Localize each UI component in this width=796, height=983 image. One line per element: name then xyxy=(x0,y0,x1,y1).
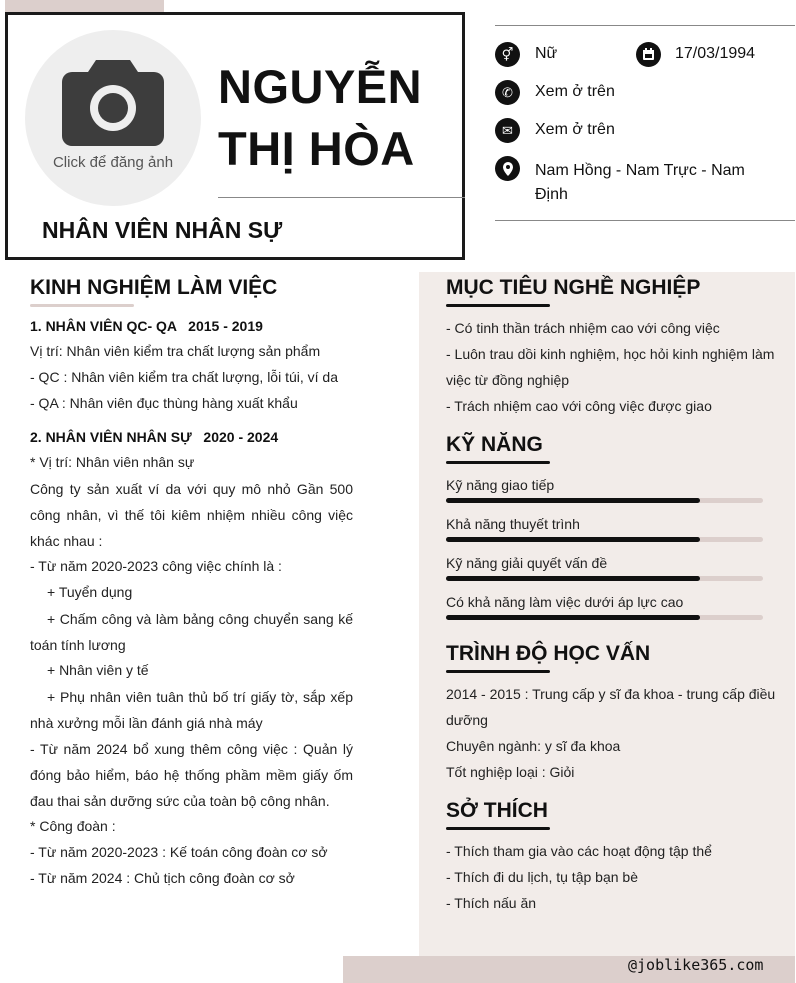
skill-bar-fill xyxy=(446,537,700,542)
job2-item: + Phụ nhân viên tuân thủ bố trí giấy tờ, sắp xếp nhà xưởng mỗi lần đánh giá nhà máy xyxy=(30,689,353,731)
skill-bar xyxy=(446,498,763,503)
name-line-2: THỊ HÒA xyxy=(218,122,415,175)
hobbies-title: SỞ THÍCH xyxy=(446,799,548,822)
job-title: NHÂN VIÊN NHÂN SỰ xyxy=(42,217,283,243)
skill-label: Có khả năng làm việc dưới áp lực cao xyxy=(446,594,684,610)
job1-line: Vị trí: Nhân viên kiểm tra chất lượng sản phẩm xyxy=(30,343,321,359)
objective-title: MỤC TIÊU NGHỀ NGHIỆP xyxy=(446,276,701,299)
objective-line: - Luôn trau dồi kinh nghiệm, học hỏi kinh nghiệm làm xyxy=(446,346,775,362)
address-value xyxy=(535,159,745,207)
objective-line: - Trách nhiệm cao với công việc được giao xyxy=(446,398,712,414)
union-line: - Từ năm 2024 : Chủ tịch công đoàn cơ sở xyxy=(30,870,295,886)
phone-icon: ✆ xyxy=(495,80,520,105)
avatar-label: Click để đăng ảnh xyxy=(52,154,174,171)
hobby-item: - Thích nấu ăn xyxy=(446,895,537,911)
dob-value: 17/03/1994 xyxy=(675,45,756,62)
hobbies-underline xyxy=(446,827,550,830)
footer-handle: @joblike365.com xyxy=(628,956,764,974)
info-divider-top xyxy=(495,25,795,26)
job2-item: + Chấm công và làm bảng công chuyển sang kế toán tính lương xyxy=(30,611,353,653)
email-value: Xem ở trên xyxy=(535,121,615,138)
location-icon xyxy=(495,156,520,181)
skill-bar-fill xyxy=(446,498,700,503)
education-line: dưỡng xyxy=(446,712,488,728)
skill-bar xyxy=(446,537,763,542)
gender-icon: ⚥ xyxy=(495,42,520,67)
hobby-item: - Thích tham gia vào các hoạt động tập thể xyxy=(446,843,712,859)
objective-line: - Có tinh thần trách nhiệm cao với công việc xyxy=(446,320,720,336)
education-line: Chuyên ngành: y sĩ đa khoa xyxy=(446,738,621,754)
email-icon: ✉ xyxy=(495,118,520,143)
camera-icon xyxy=(60,56,166,148)
union-line: - Từ năm 2020-2023 : Kế toán công đoàn cơ sở xyxy=(30,844,328,860)
job1-line: - QC : Nhân viên kiểm tra chất lượng, lỗi túi, ví da xyxy=(30,369,339,385)
job2-paragraph-2024: - Từ năm 2024 bổ xung thêm công việc : Quản lý đóng bảo hiểm, báo hệ thống phầm mềm giấy ốm đau thai sản dưỡng sức của toàn bộ công nhân. xyxy=(30,741,353,809)
skill-bar xyxy=(446,576,763,581)
name-divider xyxy=(218,197,465,198)
calendar-icon xyxy=(636,42,661,67)
info-divider-bottom xyxy=(495,220,795,221)
address-line-2: Định xyxy=(535,186,568,203)
job2-item: + Tuyển dụng xyxy=(47,584,133,600)
skill-bar-fill xyxy=(446,615,700,620)
job1-line: - QA : Nhân viên đục thùng hàng xuất khẩu xyxy=(30,395,298,411)
skill-label: Kỹ năng giao tiếp xyxy=(446,477,555,493)
skill-label: Khả năng thuyết trình xyxy=(446,516,580,532)
full-name xyxy=(218,56,422,180)
skill-bar xyxy=(446,615,763,620)
hobby-item: - Thích đi du lịch, tụ tập bạn bè xyxy=(446,869,638,885)
skill-label: Kỹ năng giải quyết vấn đề xyxy=(446,555,608,571)
education-line: 2014 - 2015 : Trung cấp y sĩ đa khoa - trung cấp điều xyxy=(446,686,776,702)
job2-role: * Vị trí: Nhân viên nhân sự xyxy=(30,454,195,470)
objective-line: việc từ đồng nghiệp xyxy=(446,372,570,388)
skills-underline xyxy=(446,461,550,464)
skills-title: KỸ NĂNG xyxy=(446,433,543,456)
job2-item: + Nhân viên y tế xyxy=(47,662,149,678)
phone-value: Xem ở trên xyxy=(535,83,615,100)
job2-description: Công ty sản xuất ví da với quy mô nhỏ Gần 500 công nhân, vì thế tôi kiêm nhiệm nhiều công việc khác nhau : xyxy=(30,481,353,549)
skill-bar-fill xyxy=(446,576,700,581)
address-line-1: Nam Hồng - Nam Trực - Nam xyxy=(535,162,745,179)
objective-underline xyxy=(446,304,550,307)
education-line: Tốt nghiệp loại : Giỏi xyxy=(446,764,575,780)
job1-heading: 1. NHÂN VIÊN QC- QA 2015 - 2019 xyxy=(30,318,263,334)
job2-heading: 2. NHÂN VIÊN NHÂN SỰ 2020 - 2024 xyxy=(30,429,279,445)
experience-title: KINH NGHIỆM LÀM VIỆC xyxy=(30,276,278,299)
experience-underline xyxy=(30,304,134,307)
education-underline xyxy=(446,670,550,673)
education-title: TRÌNH ĐỘ HỌC VẤN xyxy=(446,642,651,665)
union-heading: * Công đoàn : xyxy=(30,818,116,834)
name-line-1: NGUYỄN xyxy=(218,60,423,113)
avatar-upload[interactable] xyxy=(25,30,201,206)
job2-line-2020: - Từ năm 2020-2023 công việc chính là : xyxy=(30,558,282,574)
gender-value: Nữ xyxy=(535,45,558,62)
